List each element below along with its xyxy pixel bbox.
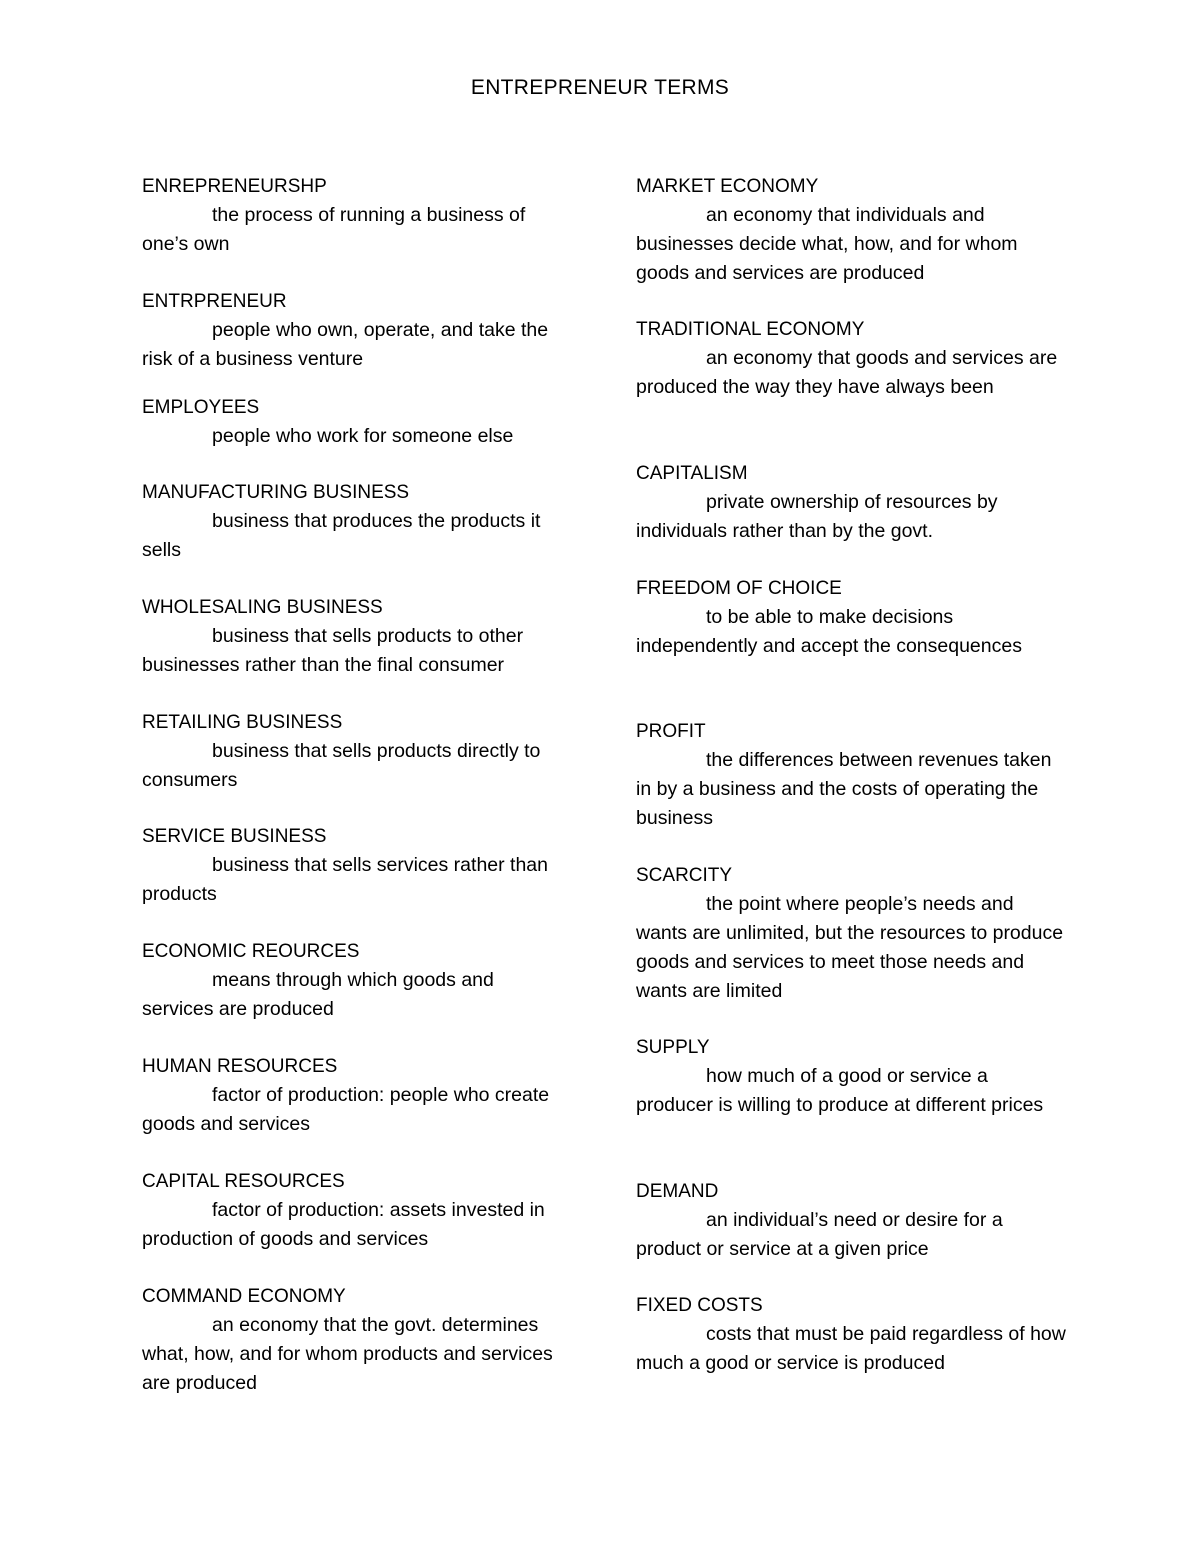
term-heading: RETAILING BUSINESS	[142, 712, 343, 733]
term-heading: SCARCITY	[636, 865, 733, 886]
term-entry	[636, 717, 1066, 833]
term-entry	[142, 287, 567, 374]
term-heading: HUMAN RESOURCES	[142, 1056, 338, 1077]
term-entry	[636, 1177, 1066, 1264]
term-heading: CAPITAL RESOURCES	[142, 1171, 345, 1192]
term-definition: factor of production: assets invested in production of goods and services	[142, 1199, 545, 1250]
term-entry	[636, 1033, 1066, 1120]
term-heading: DEMAND	[636, 1181, 719, 1202]
term-definition: business that sells products directly to consumers	[142, 740, 541, 791]
term-heading: ECONOMIC REOURCES	[142, 941, 360, 962]
term-heading: CAPITALISM	[636, 463, 748, 484]
term-entry	[142, 393, 567, 451]
term-entry	[636, 1291, 1066, 1378]
term-heading: FIXED COSTS	[636, 1295, 763, 1316]
term-heading: MANUFACTURING BUSINESS	[142, 482, 410, 503]
term-definition: costs that must be paid regardless of how much a good or service is produced	[636, 1323, 1066, 1374]
term-entry	[142, 708, 567, 795]
term-entry	[636, 861, 1066, 1006]
term-heading: ENTRPRENEUR	[142, 291, 287, 312]
term-definition: people who own, operate, and take the risk of a business venture	[142, 319, 549, 370]
term-heading: WHOLESALING BUSINESS	[142, 597, 383, 618]
term-definition: the point where people’s needs and wants are unlimited, but the resources to produce goods and services to meet those needs and wants are limited	[636, 893, 1064, 1002]
term-heading: PROFIT	[636, 721, 706, 742]
term-entry	[142, 937, 567, 1024]
term-entry	[142, 172, 567, 259]
term-entry	[636, 172, 1066, 288]
term-definition: an economy that the govt. determines what, how, and for whom products and services are produced	[142, 1314, 553, 1394]
term-definition: the differences between revenues taken in by a business and the costs of operating the business	[636, 749, 1052, 829]
term-heading: EMPLOYEES	[142, 397, 260, 418]
term-heading: MARKET ECONOMY	[636, 176, 819, 197]
term-entry	[636, 315, 1066, 402]
term-definition: how much of a good or service a producer is willing to produce at different prices	[636, 1065, 1044, 1116]
term-definition: means through which goods and services are produced	[142, 969, 494, 1020]
term-heading: ENREPRENEURSHP	[142, 176, 327, 197]
term-heading: COMMAND ECONOMY	[142, 1286, 346, 1307]
term-entry	[636, 574, 1066, 661]
term-entry	[142, 822, 567, 909]
term-heading: FREEDOM OF CHOICE	[636, 578, 842, 599]
term-entry	[142, 1167, 567, 1254]
term-entry	[142, 1282, 567, 1398]
term-definition: business that sells services rather than products	[142, 854, 548, 905]
term-heading: SERVICE BUSINESS	[142, 826, 327, 847]
term-entry	[636, 459, 1066, 546]
term-definition: an economy that individuals and businesses decide what, how, and for whom goods and services are produced	[636, 204, 1018, 284]
term-definition: the process of running a business of one’s own	[142, 204, 526, 255]
page-title: ENTREPRENEUR TERMS	[470, 76, 730, 99]
term-definition: business that produces the products it sells	[142, 510, 541, 561]
term-definition: an individual’s need or desire for a product or service at a given price	[636, 1209, 1003, 1260]
term-entry	[142, 593, 567, 680]
term-definition: factor of production: people who create goods and services	[142, 1084, 550, 1135]
term-definition: people who work for someone else	[212, 425, 514, 447]
term-definition: business that sells products to other businesses rather than the final consumer	[142, 625, 524, 676]
term-definition: private ownership of resources by individuals rather than by the govt.	[636, 491, 998, 542]
term-definition: an economy that goods and services are produced the way they have always been	[636, 347, 1058, 398]
term-heading: SUPPLY	[636, 1037, 710, 1058]
term-definition: to be able to make decisions independently and accept the consequences	[636, 606, 1022, 657]
term-entry	[142, 1052, 567, 1139]
term-entry	[142, 478, 567, 565]
term-heading: TRADITIONAL ECONOMY	[636, 319, 865, 340]
